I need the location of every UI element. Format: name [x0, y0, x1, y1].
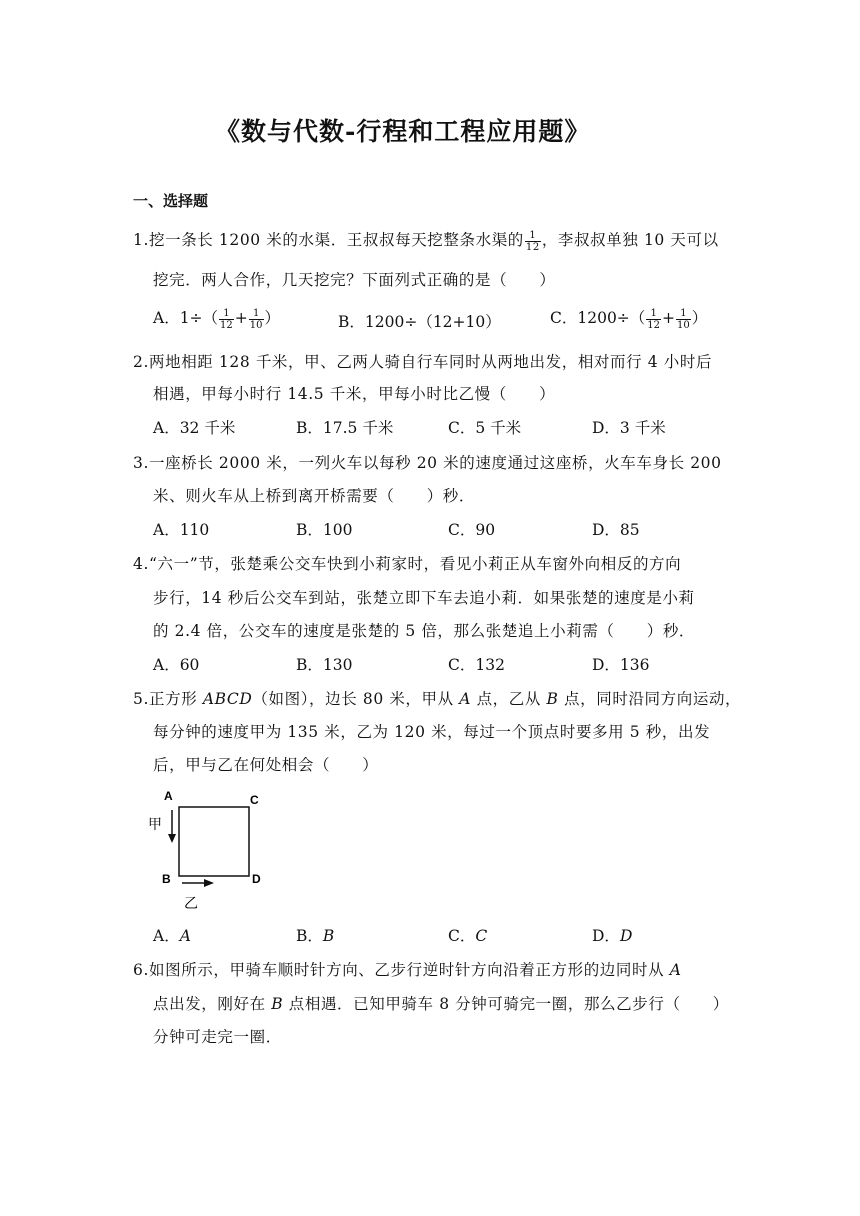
q5-option-b[interactable] — [296, 924, 334, 946]
q1-option-b[interactable]: B．1200÷（12+10） — [338, 313, 501, 331]
q6-line-3: 分钟可走完一圈． — [153, 1028, 282, 1046]
q6-var-b: B — [271, 995, 284, 1013]
option-var: B — [322, 927, 335, 945]
frac-num: 1 — [646, 308, 661, 320]
q2-option-b[interactable]: B．17.5 千米 — [296, 419, 394, 437]
q1-line-1 — [133, 228, 719, 253]
q4-line-2: 步行，14 秒后公交车到站，张楚立即下车去追小莉．如果张楚的速度是小莉 — [153, 589, 695, 607]
q5-text-b: （如图），边长 80 米，甲从 — [252, 690, 460, 708]
option-prefix: A． — [153, 927, 180, 945]
q6-text-b: 点出发，刚好在 — [153, 995, 272, 1013]
q2-option-d[interactable]: D．3 千米 — [592, 419, 666, 437]
q5-option-d[interactable] — [592, 924, 632, 946]
frac-den: 12 — [220, 319, 233, 331]
q1-opt-c-text: C．1200÷（ — [550, 309, 646, 327]
q4-option-b[interactable]: B．130 — [296, 656, 353, 674]
q1-fraction — [525, 230, 541, 253]
square-diagram — [140, 784, 280, 914]
square-outline — [179, 807, 249, 876]
q3-option-d[interactable]: D．85 — [592, 521, 640, 539]
close-paren: ） — [264, 309, 281, 327]
q6-line-1 — [133, 958, 682, 980]
q5-var-b: B — [546, 690, 559, 708]
q1-opt-a-frac-1 — [219, 308, 234, 331]
frac-num: 1 — [676, 308, 691, 320]
frac-den: 10 — [249, 319, 263, 331]
square-figure — [140, 784, 280, 914]
option-var: A — [179, 927, 191, 945]
q6-text-a: 6.如图所示，甲骑车顺时针方向、乙步行逆时针方向沿着正方形的边同时从 — [133, 961, 670, 979]
q4-option-d[interactable]: D．136 — [592, 656, 650, 674]
q2-line-1: 2.两地相距 128 千米，甲、乙两人骑自行车同时从两地出发，相对而行 4 小时后 — [133, 353, 713, 371]
section-heading: 一、选择题 — [133, 192, 209, 210]
jia-arrow-head — [168, 834, 176, 843]
q3-line-1: 3.一座桥长 2000 米，一列火车以每秒 20 米的速度通过这座桥，火车车身长 200 — [133, 454, 722, 472]
q1-opt-a-frac-2 — [249, 308, 264, 331]
q1-frac-den: 12 — [525, 241, 540, 253]
plus-sign: + — [662, 309, 676, 327]
frac-den: 12 — [647, 319, 661, 331]
q2-option-a[interactable]: A．32 千米 — [153, 419, 236, 437]
option-var: D — [619, 927, 633, 945]
q6-var-a: A — [669, 961, 682, 979]
q5-line-1 — [133, 687, 741, 709]
q2-option-c[interactable]: C．5 千米 — [448, 419, 522, 437]
q1-opt-c-frac-1 — [646, 308, 661, 331]
label-jia: 甲 — [148, 817, 162, 833]
q4-line-3: 的 2.4 倍，公交车的速度是张楚的 5 倍，那么张楚追上小莉需（ ）秒． — [153, 622, 696, 640]
q3-option-b[interactable]: B．100 — [296, 521, 353, 539]
yi-arrow-head — [204, 879, 214, 887]
option-prefix: C． — [448, 927, 476, 945]
q4-option-c[interactable]: C．132 — [448, 656, 505, 674]
vertex-label-d: D — [252, 872, 261, 886]
q5-text-c: 点，乙从 — [471, 690, 547, 708]
q1-opt-c-frac-2 — [676, 308, 691, 331]
q4-line-1: 4.“六一”节，张楚乘公交车快到小莉家时，看见小莉正从车窗外向相反的方向 — [133, 555, 682, 573]
q1-option-c[interactable] — [550, 306, 707, 331]
frac-num: 1 — [249, 308, 264, 320]
q2-line-2: 相遇，甲每小时行 14.5 千米，甲每小时比乙慢（ ） — [153, 385, 556, 403]
q5-option-a[interactable] — [153, 924, 191, 946]
vertex-label-a: A — [164, 789, 173, 803]
q5-text-d: 点，同时沿同方向运动， — [558, 690, 742, 708]
q1-option-a[interactable] — [153, 306, 280, 331]
q1-text-b: ，李叔叔单独 10 天可以 — [541, 231, 719, 249]
label-yi: 乙 — [184, 896, 198, 912]
vertex-label-b: B — [162, 872, 171, 886]
q1-text-a: 1.挖一条长 1200 米的水渠．王叔叔每天挖整条水渠的 — [133, 231, 524, 249]
frac-den: 10 — [677, 319, 690, 331]
q5-var-abcd: ABCD — [202, 690, 253, 708]
q5-line-2: 每分钟的速度甲为 135 米，乙为 120 米，每过一个顶点时要多用 5 秒，出发 — [153, 723, 711, 741]
q3-line-2: 米、则火车从上桥到离开桥需要（ ）秒． — [153, 487, 476, 505]
document-title: 《数与代数-行程和工程应用题》 — [215, 117, 591, 146]
q4-option-a[interactable]: A．60 — [153, 656, 200, 674]
option-prefix: B． — [296, 927, 323, 945]
q5-line-3: 后，甲与乙在何处相会（ ） — [153, 756, 379, 774]
option-var: C — [475, 927, 488, 945]
q3-option-a[interactable]: A．110 — [153, 521, 210, 539]
option-prefix: D． — [592, 927, 620, 945]
vertex-label-c: C — [250, 793, 259, 807]
q5-text-a: 5.正方形 — [133, 690, 203, 708]
frac-num: 1 — [219, 308, 234, 320]
q6-text-c: 点相遇．已知甲骑车 8 分钟可骑完一圈，那么乙步行（ ） — [283, 995, 729, 1013]
q3-option-c[interactable]: C．90 — [448, 521, 496, 539]
close-paren: ） — [691, 309, 708, 327]
q6-line-2 — [153, 992, 729, 1014]
q1-opt-a-text: A．1÷（ — [153, 309, 219, 327]
plus-sign: + — [234, 309, 248, 327]
q5-var-a: A — [459, 690, 472, 708]
q1-frac-num: 1 — [525, 230, 541, 242]
q1-line-2: 挖完．两人合作，几天挖完？下面列式正确的是（ ） — [153, 271, 556, 289]
q5-option-c[interactable] — [448, 924, 487, 946]
